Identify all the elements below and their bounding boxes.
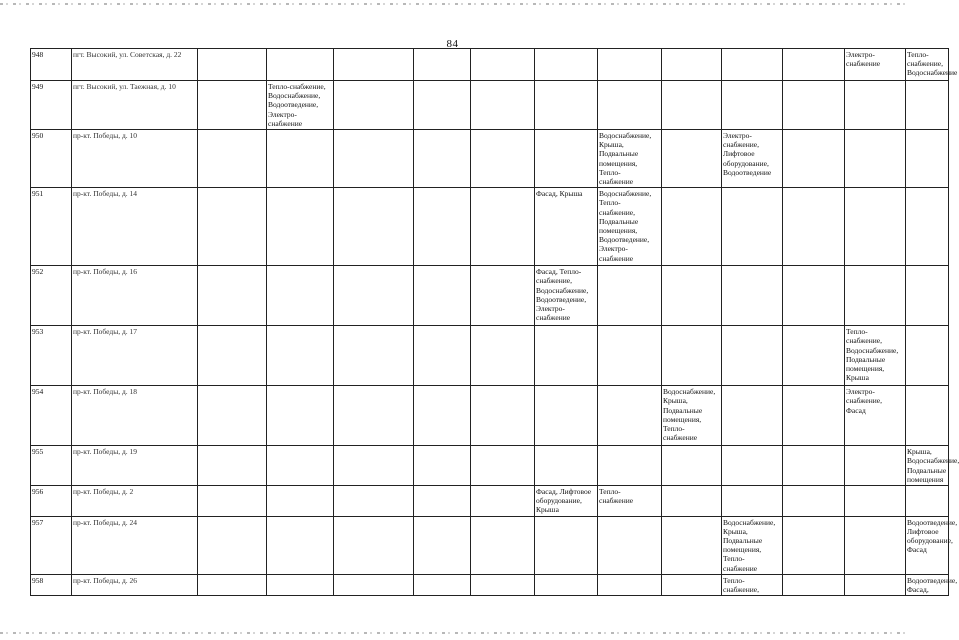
work-cell — [471, 188, 535, 266]
table-row — [31, 486, 949, 517]
work-cell — [906, 130, 949, 188]
work-cell — [414, 266, 471, 326]
work-cell — [722, 326, 783, 386]
work-cell: Водоснабжение, Крыша, Подвальные помещения, Тепло- снабжение — [662, 386, 722, 446]
row-number-cell: 954 — [31, 386, 72, 446]
table-row — [31, 266, 949, 326]
work-cell — [414, 188, 471, 266]
work-cell: Электро- снабжение, Лифтовое оборудование, Водоотведение — [722, 130, 783, 188]
work-cell — [845, 266, 906, 326]
work-cell — [845, 574, 906, 595]
work-cell — [414, 49, 471, 81]
work-cell — [598, 49, 662, 81]
capital-repair-schedule-table — [30, 48, 959, 596]
work-cell — [662, 266, 722, 326]
table-row — [31, 188, 949, 266]
address-cell: пр-кт. Победы, д. 24 — [72, 516, 198, 574]
work-cell — [535, 81, 598, 130]
work-cell — [783, 266, 845, 326]
work-cell — [198, 49, 267, 81]
address-cell: пр-кт. Победы, д. 26 — [72, 574, 198, 595]
work-cell: Крыша, Водоснабжение, Подвальные помещения — [907, 447, 959, 484]
work-cell — [722, 486, 783, 517]
scan-artifact-top — [0, 3, 905, 5]
work-cell — [414, 130, 471, 188]
work-cell — [598, 326, 662, 386]
row-number-cell: 957 — [31, 516, 72, 574]
work-cell: Тепло- снабжение, Водоснабжение — [906, 49, 949, 81]
work-cell — [662, 130, 722, 188]
work-cell — [783, 516, 845, 574]
work-cell — [845, 188, 906, 266]
work-cell — [845, 81, 906, 130]
work-cell — [662, 81, 722, 130]
work-cell — [662, 516, 722, 574]
work-cell — [535, 386, 598, 446]
row-number-cell: 949 — [31, 81, 72, 130]
address-cell: пгт. Высокий, ул. Советская, д. 22 — [72, 49, 198, 81]
work-cell — [535, 446, 598, 486]
work-cell — [906, 188, 949, 266]
work-cell — [334, 81, 414, 130]
work-cell — [783, 386, 845, 446]
table-row — [31, 386, 949, 446]
address-cell: пгт. Высокий, ул. Таежная, д. 10 — [72, 81, 198, 130]
work-cell — [334, 326, 414, 386]
table-row — [31, 516, 949, 574]
address-cell: пр-кт. Победы, д. 17 — [72, 326, 198, 386]
work-cell — [334, 486, 414, 517]
work-cell — [198, 574, 267, 595]
work-cell — [783, 81, 845, 130]
work-cell — [783, 130, 845, 188]
work-cell — [783, 486, 845, 517]
work-cell — [334, 266, 414, 326]
work-cell — [334, 130, 414, 188]
work-cell — [414, 386, 471, 446]
work-cell: Электро- снабжение — [845, 49, 906, 81]
work-cell — [198, 130, 267, 188]
work-cell — [662, 574, 722, 595]
work-cell — [198, 486, 267, 517]
address-cell: пр-кт. Победы, д. 14 — [72, 188, 198, 266]
work-cell: Водоотведение, Фасад, — [907, 575, 958, 595]
work-cell — [471, 81, 535, 130]
work-cell — [662, 446, 722, 486]
work-cell — [906, 386, 949, 446]
page-number: 84 — [446, 38, 459, 50]
table-row — [31, 81, 949, 130]
work-cell: Тепло- снабжение — [598, 486, 662, 517]
work-cell — [598, 386, 662, 446]
address-cell: пр-кт. Победы, д. 18 — [72, 386, 198, 446]
work-cell — [198, 386, 267, 446]
address-cell: пр-кт. Победы, д. 16 — [72, 266, 198, 326]
work-cell — [662, 188, 722, 266]
work-cell — [906, 81, 949, 130]
work-cell — [535, 130, 598, 188]
work-cell — [906, 266, 949, 326]
work-cell — [471, 130, 535, 188]
work-cell — [722, 81, 783, 130]
table-row — [31, 574, 949, 595]
work-cell — [267, 130, 334, 188]
work-cell — [535, 516, 598, 574]
work-cell — [906, 326, 949, 386]
work-cell — [783, 446, 845, 486]
work-cell — [598, 574, 662, 595]
row-number-cell: 955 — [31, 446, 72, 486]
work-cell — [198, 326, 267, 386]
work-cell — [198, 81, 267, 130]
work-cell — [471, 49, 535, 81]
work-cell — [267, 326, 334, 386]
work-cell: Водоотведение, Лифтовое оборудование, Фасад — [906, 516, 949, 574]
work-cell: Тепло- снабжение, — [722, 574, 783, 595]
work-cell — [334, 386, 414, 446]
work-cell — [783, 188, 845, 266]
work-cell: Водоснабжение, Крыша, Подвальные помещения, Тепло- снабжение — [722, 516, 783, 574]
work-cell — [722, 49, 783, 81]
work-cell — [722, 446, 783, 486]
work-cell — [267, 486, 334, 517]
work-cell — [471, 574, 535, 595]
work-cell — [535, 574, 598, 595]
work-cell — [845, 130, 906, 188]
work-cell — [535, 49, 598, 81]
work-cell — [471, 326, 535, 386]
work-cell — [906, 486, 949, 517]
row-number-cell: 953 — [31, 326, 72, 386]
work-cell — [334, 446, 414, 486]
work-cell — [783, 49, 845, 81]
work-cell — [722, 188, 783, 266]
work-cell — [414, 574, 471, 595]
address-cell: пр-кт. Победы, д. 10 — [72, 130, 198, 188]
work-cell — [267, 386, 334, 446]
work-cell — [334, 49, 414, 81]
work-cell — [267, 266, 334, 326]
work-cell — [783, 326, 845, 386]
work-cell: Водоснабжение, Тепло- снабжение, Подвальные помещения, Водоотведение, Электро- снабжение — [598, 188, 662, 266]
work-cell — [598, 266, 662, 326]
work-cell — [414, 326, 471, 386]
work-cell: Фасад, Тепло- снабжение, Водоснабжение, Водоотведение, Электро- снабжение — [535, 266, 598, 326]
work-cell — [471, 516, 535, 574]
work-cell — [783, 574, 845, 595]
work-cell: Тепло- снабжение, Водоснабжение, Подвальные помещения, Крыша — [845, 326, 906, 386]
work-cell — [414, 446, 471, 486]
work-cell — [845, 516, 906, 574]
work-cell — [598, 516, 662, 574]
work-cell — [414, 516, 471, 574]
work-cell — [471, 446, 535, 486]
work-cell — [267, 188, 334, 266]
work-cell — [598, 81, 662, 130]
work-cell — [471, 486, 535, 517]
work-cell — [722, 386, 783, 446]
work-cell — [198, 266, 267, 326]
work-cell — [598, 446, 662, 486]
work-cell — [845, 486, 906, 517]
work-cell — [662, 49, 722, 81]
work-cell — [198, 516, 267, 574]
work-cell — [414, 486, 471, 517]
table-row — [31, 130, 949, 188]
work-cell — [414, 81, 471, 130]
work-cell — [845, 446, 906, 486]
work-cell — [198, 446, 267, 486]
work-cell — [198, 188, 267, 266]
work-cell: Электро- снабжение, Фасад — [845, 386, 906, 446]
work-cell — [722, 266, 783, 326]
work-cell — [535, 326, 598, 386]
row-number-cell: 956 — [31, 486, 72, 517]
row-number-cell: 948 — [31, 49, 72, 81]
work-cell — [334, 188, 414, 266]
work-cell — [267, 574, 334, 595]
row-number-cell: 952 — [31, 266, 72, 326]
work-cell: Фасад, Лифтовое оборудование, Крыша — [535, 486, 598, 517]
work-cell — [267, 446, 334, 486]
table-row — [31, 326, 949, 386]
work-cell: Тепло-снабжение, Водоснабжение, Водоотведение, Электро- снабжение — [267, 81, 334, 130]
work-cell — [662, 486, 722, 517]
address-cell: пр-кт. Победы, д. 19 — [72, 446, 198, 486]
address-cell: пр-кт. Победы, д. 2 — [72, 486, 198, 517]
row-number-cell: 950 — [31, 130, 72, 188]
work-cell — [267, 516, 334, 574]
work-cell — [334, 516, 414, 574]
work-cell: Фасад, Крыша — [535, 188, 598, 266]
table-row — [31, 446, 949, 486]
work-cell — [267, 49, 334, 81]
table-row — [31, 49, 949, 81]
scan-artifact-bottom — [0, 632, 905, 634]
work-cell: Водоснабжение, Крыша, Подвальные помещения, Тепло- снабжение — [598, 130, 662, 188]
row-number-cell: 958 — [31, 574, 72, 595]
row-number-cell: 951 — [31, 188, 72, 266]
work-cell — [334, 574, 414, 595]
work-cell — [471, 386, 535, 446]
work-cell — [471, 266, 535, 326]
work-cell — [662, 326, 722, 386]
